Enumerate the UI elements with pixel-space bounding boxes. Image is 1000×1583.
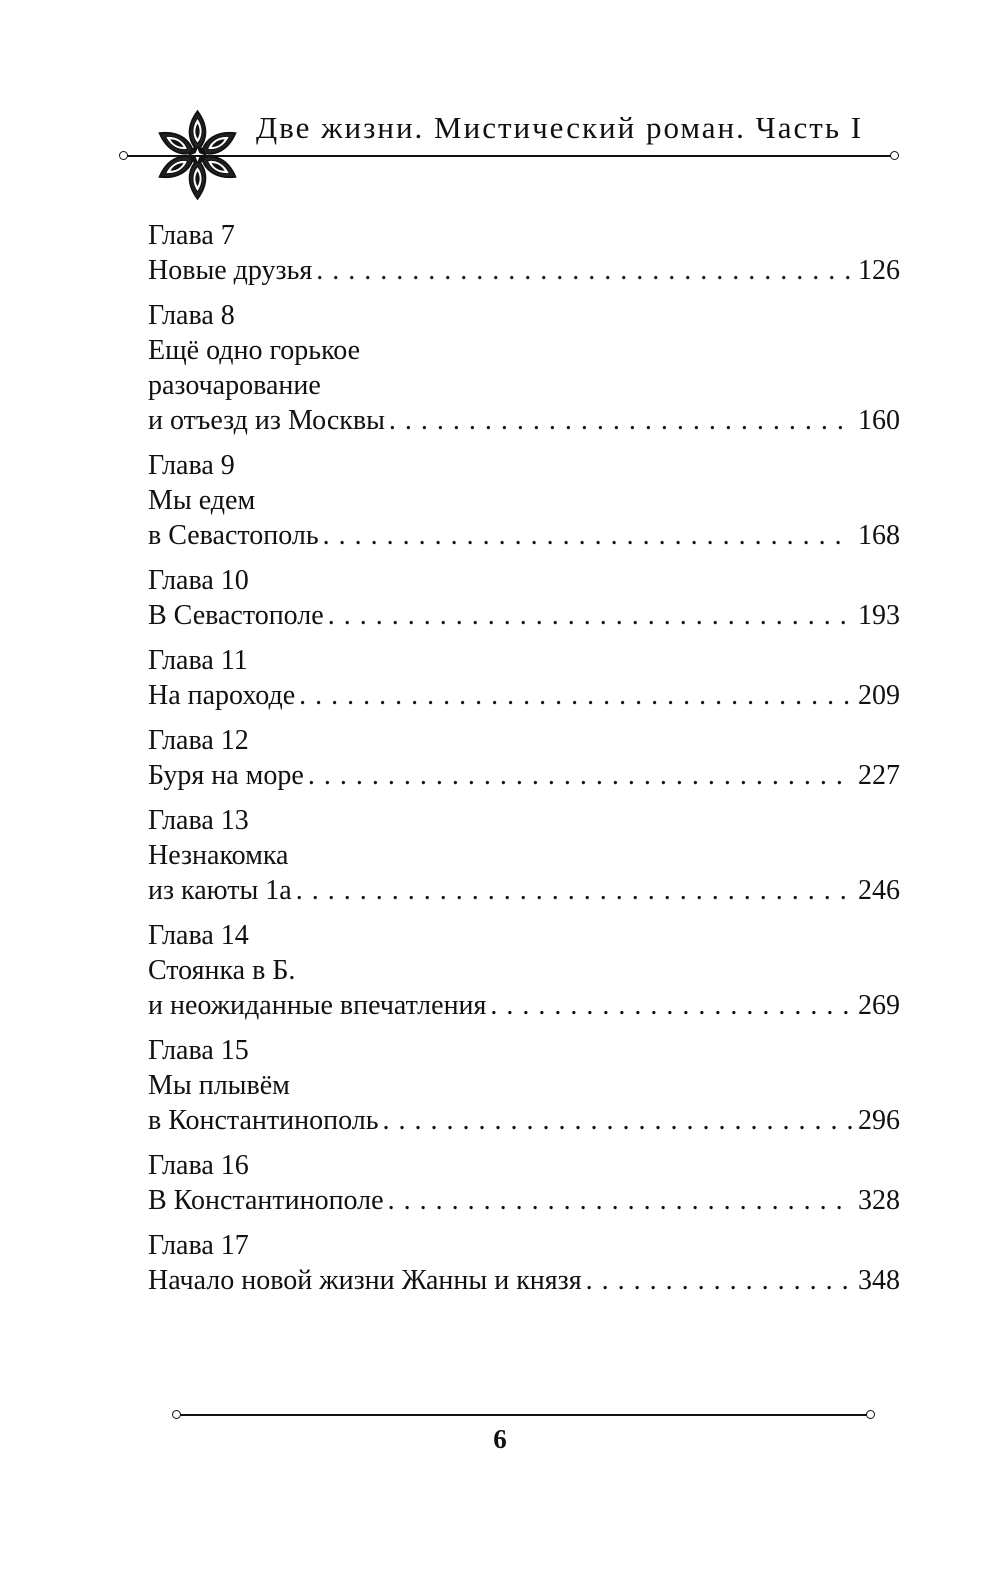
chapter-title: В Константинополе — [148, 1185, 384, 1216]
dot-leader — [388, 1183, 852, 1218]
dot-leader — [316, 253, 852, 288]
toc-row — [148, 518, 900, 553]
header-rule-right-dot — [890, 151, 899, 160]
toc-row — [148, 1103, 900, 1138]
chapter-title: из каюты 1а — [148, 875, 292, 906]
toc-entry — [148, 448, 900, 553]
header-rule-left-dot — [119, 151, 128, 160]
page-ref: 246 — [858, 875, 900, 906]
chapter-title-line: Незнакомка — [148, 840, 289, 871]
footer-rule-left-dot — [172, 1410, 181, 1419]
dot-leader — [490, 988, 852, 1023]
toc-row — [148, 988, 900, 1023]
toc-row — [148, 678, 900, 713]
chapter-title: В Севастополе — [148, 600, 324, 631]
toc-row — [148, 873, 900, 908]
chapter-title: Новые друзья — [148, 255, 313, 286]
page-ref: 296 — [858, 1105, 900, 1136]
chapter-title-line: Мы плывём — [148, 1070, 290, 1101]
toc-entry — [148, 218, 900, 288]
chapter-title-line: Стоянка в Б. — [148, 955, 296, 986]
running-header — [0, 0, 1000, 200]
dot-leader — [586, 1263, 852, 1298]
toc-entry — [148, 298, 900, 438]
chapter-label: Глава 11 — [148, 645, 248, 676]
chapter-title: Буря на море — [148, 760, 304, 791]
page-ref: 348 — [858, 1265, 900, 1296]
footer-rule — [178, 1414, 872, 1416]
page-ref: 168 — [858, 520, 900, 551]
toc-entry — [148, 723, 900, 793]
page-ref: 227 — [858, 760, 900, 791]
page-ref: 269 — [858, 990, 900, 1021]
chapter-label: Глава 10 — [148, 565, 249, 596]
dot-leader — [299, 678, 852, 713]
toc-row — [148, 1263, 900, 1298]
page-number: 6 — [493, 1424, 507, 1454]
chapter-label: Глава 16 — [148, 1150, 249, 1181]
chapter-title: в Константинополь — [148, 1105, 379, 1136]
chapter-title-line: Мы едем — [148, 485, 256, 516]
chapter-label: Глава 8 — [148, 300, 235, 331]
toc-entry — [148, 1033, 900, 1138]
chapter-label: Глава 9 — [148, 450, 235, 481]
header-rule — [126, 155, 896, 157]
chapter-title: и отъезд из Москвы — [148, 405, 385, 436]
toc-entry — [148, 1228, 900, 1298]
chapter-label: Глава 12 — [148, 725, 249, 756]
toc-entry — [148, 918, 900, 1023]
chapter-title: На пароходе — [148, 680, 296, 711]
chapter-label: Глава 14 — [148, 920, 249, 951]
dot-leader — [389, 403, 852, 438]
chapter-title: в Севастополь — [148, 520, 319, 551]
dot-leader — [382, 1103, 852, 1138]
page-ref: 126 — [858, 255, 900, 286]
toc-row — [148, 403, 900, 438]
footer-rule-right-dot — [866, 1410, 875, 1419]
toc-entry — [148, 1148, 900, 1218]
toc-row — [148, 758, 900, 793]
chapter-title-line: Ещё одно горькое — [148, 335, 361, 366]
page-ref: 160 — [858, 405, 900, 436]
toc-row — [148, 1183, 900, 1218]
dot-leader — [328, 598, 852, 633]
toc-entry — [148, 803, 900, 908]
dot-leader — [323, 518, 852, 553]
chapter-label: Глава 17 — [148, 1230, 249, 1261]
chapter-label: Глава 7 — [148, 220, 235, 251]
page-ref: 209 — [858, 680, 900, 711]
toc-row — [148, 253, 900, 288]
toc-entry — [148, 643, 900, 713]
table-of-contents — [148, 218, 900, 1308]
page-ref: 328 — [858, 1185, 900, 1216]
dot-leader — [296, 873, 852, 908]
book-title: Две жизни. Мистический роман. Часть I — [256, 110, 864, 145]
chapter-label: Глава 15 — [148, 1035, 249, 1066]
toc-entry — [148, 563, 900, 633]
chapter-title: и неожиданные впечатления — [148, 990, 487, 1021]
chapter-label: Глава 13 — [148, 805, 249, 836]
chapter-title: Начало новой жизни Жанны и князя — [148, 1265, 582, 1296]
toc-row — [148, 598, 900, 633]
dot-leader — [308, 758, 852, 793]
page-ref: 193 — [858, 600, 900, 631]
chapter-title-line: разочарование — [148, 370, 321, 401]
